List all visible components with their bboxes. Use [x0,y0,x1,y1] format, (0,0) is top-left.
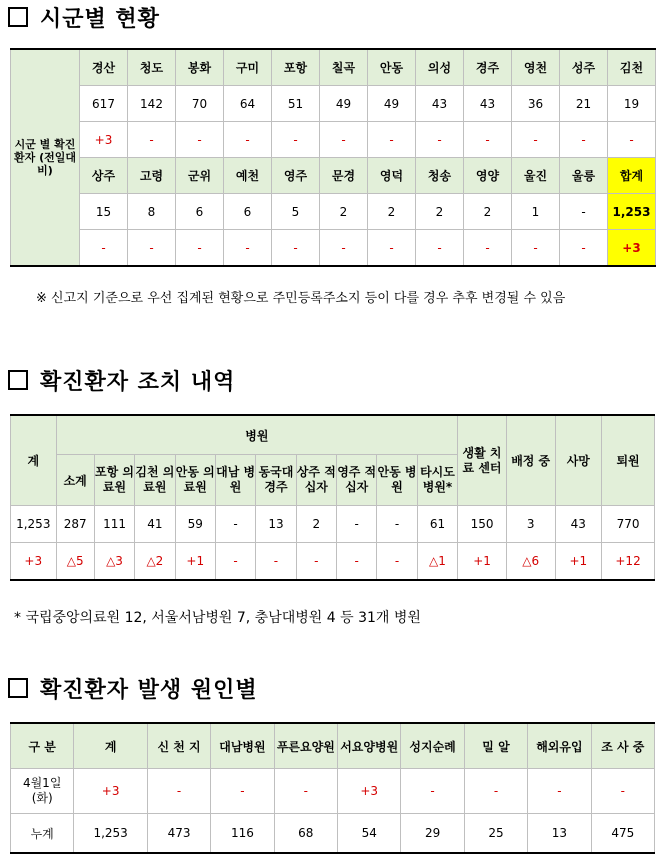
header-hospital: 병원 [56,415,458,455]
header-life-center: 생활 치료 센터 [458,415,507,506]
region-name: 고령 [128,158,176,194]
treatment-footnote: * 국립중앙의료원 12, 서울서남병원 7, 충남대병원 4 등 31개 병원 [14,610,421,626]
treatment-count: 111 [94,506,134,543]
cause-value: - [274,769,337,814]
header-hospital-name: 동국대 경주 [256,455,296,506]
region-name: 김천 [608,49,656,86]
region-diff: - [464,230,512,267]
region-diff: - [368,230,416,267]
treatment-diff: +1 [175,543,215,581]
header-hospital-name: 타시도 병원* [417,455,458,506]
cause-value: 68 [274,814,337,854]
cause-header: 대남병원 [211,723,274,769]
cause-value: - [147,769,210,814]
treatment-diff: - [337,543,377,581]
header-hospital-name: 포항 의료원 [94,455,134,506]
cause-header: 푸른요양원 [274,723,337,769]
total-diff: +3 [608,230,656,267]
cause-value: - [528,769,591,814]
section-title-cause [8,673,258,704]
region-diff: - [512,230,560,267]
treatment-diff: △6 [506,543,555,581]
header-total: 계 [11,415,57,506]
region-count: 5 [272,194,320,230]
region-footnote: ※ 신고지 기준으로 우선 집계된 현황으로 주민등록주소지 등이 다를 경우 추후 변경될 수 있음 [36,291,566,306]
cause-header: 신 천 지 [147,723,210,769]
cause-header: 밀 알 [464,723,527,769]
table-row [11,723,655,769]
table-row [11,49,656,86]
treatment-count: 59 [175,506,215,543]
cause-value: 116 [211,814,274,854]
region-count: 51 [272,86,320,122]
region-name: 영양 [464,158,512,194]
cause-header: 조 사 중 [591,723,654,769]
table-row [11,158,656,194]
treatment-diff: △1 [417,543,458,581]
square-bullet-icon [8,678,28,698]
total-header: 합계 [608,158,656,194]
region-name: 상주 [80,158,128,194]
region-diff: - [368,122,416,158]
treatment-count: - [215,506,255,543]
section-title-treatment [8,365,235,396]
treatment-count: 1,253 [11,506,57,543]
region-count: 15 [80,194,128,230]
cause-value: 475 [591,814,654,854]
header-hospital-name: 김천 의료원 [135,455,175,506]
treatment-diff: +12 [602,543,655,581]
cause-header: 성지순례 [401,723,464,769]
cause-value: 473 [147,814,210,854]
table-row [11,122,656,158]
region-diff: - [512,122,560,158]
region-name: 군위 [176,158,224,194]
table-row [11,506,655,543]
region-diff: - [320,122,368,158]
region-diff: - [416,122,464,158]
treatment-count: 43 [555,506,602,543]
region-name: 영덕 [368,158,416,194]
treatment-count: 3 [506,506,555,543]
total-count: 1,253 [608,194,656,230]
region-count: 6 [176,194,224,230]
region-diff: - [272,122,320,158]
cause-value: 54 [338,814,401,854]
region-count: 49 [320,86,368,122]
cause-value: 25 [464,814,527,854]
region-count: 43 [464,86,512,122]
region-name: 울진 [512,158,560,194]
cause-header: 서요양병원 [338,723,401,769]
region-name: 포항 [272,49,320,86]
region-diff: - [320,230,368,267]
region-status-table [10,48,656,267]
treatment-diff: - [296,543,336,581]
region-count: 19 [608,86,656,122]
cause-value: - [591,769,654,814]
header-death: 사망 [555,415,602,506]
table-row [11,543,655,581]
region-diff: - [224,230,272,267]
section-title-text: 시군별 현황 [40,7,160,32]
cause-value: - [401,769,464,814]
header-hospital-name: 안동 의료원 [175,455,215,506]
region-count: 2 [320,194,368,230]
cause-row-label-total: 누계 [11,814,74,854]
cause-header: 계 [74,723,147,769]
treatment-count: - [337,506,377,543]
region-diff: - [416,230,464,267]
region-diff: - [464,122,512,158]
treatment-diff: +1 [555,543,602,581]
square-bullet-icon [8,370,28,390]
treatment-diff: △2 [135,543,175,581]
header-subtotal: 소계 [56,455,94,506]
region-diff: +3 [80,122,128,158]
region-diff: - [272,230,320,267]
region-diff: - [560,122,608,158]
region-count: 2 [368,194,416,230]
header-hospital-name: 영주 적십자 [337,455,377,506]
cause-header: 해외유입 [528,723,591,769]
table-row [11,194,656,230]
region-name: 예천 [224,158,272,194]
region-name: 청송 [416,158,464,194]
region-name: 봉화 [176,49,224,86]
section-title-region [8,2,160,33]
treatment-table [10,414,655,581]
cause-row-label-daily: 4월1일 (화) [11,769,74,814]
region-count: 2 [416,194,464,230]
cause-value: 13 [528,814,591,854]
table-row [11,415,655,455]
cause-value: +3 [338,769,401,814]
region-diff: - [128,122,176,158]
treatment-diff: - [377,543,417,581]
region-name: 울릉 [560,158,608,194]
treatment-count: 61 [417,506,458,543]
region-name: 경산 [80,49,128,86]
header-discharge: 퇴원 [602,415,655,506]
region-name: 성주 [560,49,608,86]
header-hospital-name: 안동 병원 [377,455,417,506]
region-count: 21 [560,86,608,122]
table-row [11,230,656,267]
cause-value: - [464,769,527,814]
cause-table [10,722,655,854]
region-count: 2 [464,194,512,230]
section-title-text: 확진환자 조치 내역 [40,370,236,395]
treatment-count: 770 [602,506,655,543]
region-diff: - [128,230,176,267]
region-diff: - [80,230,128,267]
region-diff: - [224,122,272,158]
cause-header: 구 분 [11,723,74,769]
region-name: 구미 [224,49,272,86]
region-count: 70 [176,86,224,122]
region-count: 36 [512,86,560,122]
region-name: 영주 [272,158,320,194]
treatment-diff: - [256,543,296,581]
treatment-count: 287 [56,506,94,543]
region-diff: - [608,122,656,158]
table-row [11,769,655,814]
treatment-diff: - [215,543,255,581]
treatment-count: - [377,506,417,543]
table-row [11,86,656,122]
cause-value: +3 [74,769,147,814]
region-side-label: 시군 별 확진환자 (전일대비) [11,49,80,266]
region-count: 1 [512,194,560,230]
region-name: 안동 [368,49,416,86]
treatment-diff: △3 [94,543,134,581]
region-name: 의성 [416,49,464,86]
region-name: 경주 [464,49,512,86]
square-bullet-icon [8,7,28,27]
treatment-diff: +3 [11,543,57,581]
header-hospital-name: 상주 적십자 [296,455,336,506]
region-count: 49 [368,86,416,122]
region-count: 64 [224,86,272,122]
treatment-count: 13 [256,506,296,543]
region-count: 617 [80,86,128,122]
region-count: 6 [224,194,272,230]
region-diff: - [560,230,608,267]
region-diff: - [176,122,224,158]
header-hospital-name: 대남 병원 [215,455,255,506]
region-diff: - [176,230,224,267]
region-name: 문경 [320,158,368,194]
region-count: 8 [128,194,176,230]
region-name: 영천 [512,49,560,86]
region-count: 142 [128,86,176,122]
treatment-count: 150 [458,506,507,543]
cause-value: - [211,769,274,814]
region-name: 청도 [128,49,176,86]
region-count: 43 [416,86,464,122]
header-assigning: 배정 중 [506,415,555,506]
table-row [11,814,655,854]
region-count: - [560,194,608,230]
treatment-count: 41 [135,506,175,543]
section-title-text: 확진환자 발생 원인별 [40,678,258,703]
treatment-diff: +1 [458,543,507,581]
treatment-count: 2 [296,506,336,543]
cause-value: 29 [401,814,464,854]
cause-value: 1,253 [74,814,147,854]
region-name: 칠곡 [320,49,368,86]
treatment-diff: △5 [56,543,94,581]
